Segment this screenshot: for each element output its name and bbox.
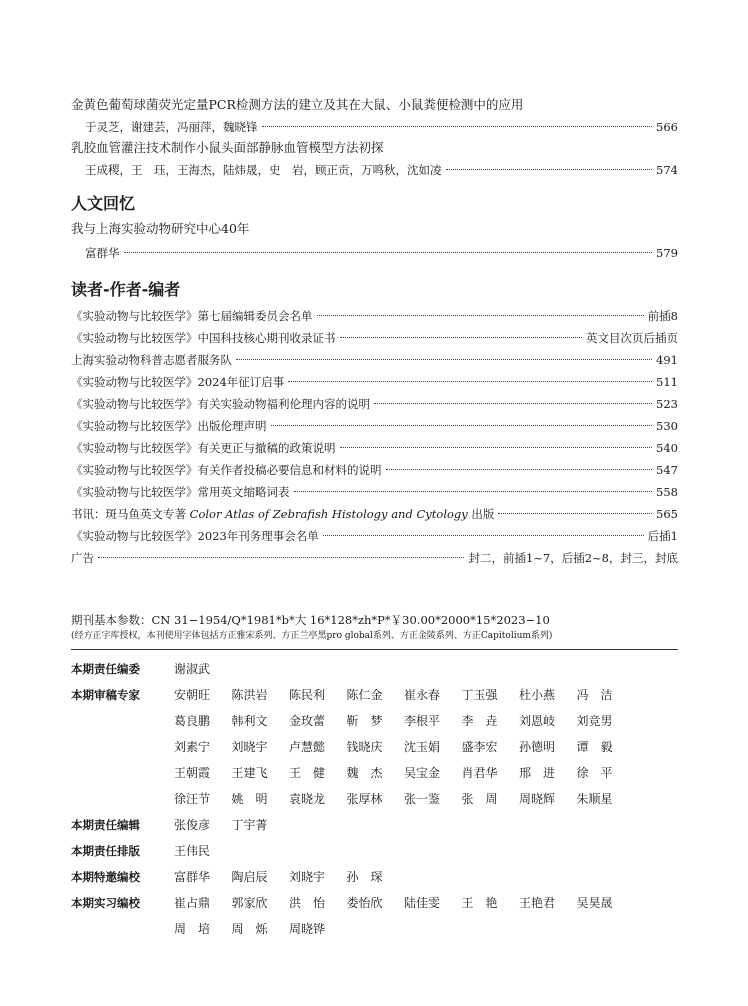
notice-list — [71, 305, 678, 569]
toc-entry[interactable] — [71, 139, 678, 181]
person-name: 丁玉强 — [461, 688, 498, 702]
credit-label: 本期特邀编校 — [71, 870, 140, 884]
person-name: 刘竞男 — [576, 714, 613, 728]
page-number: 511 — [656, 375, 678, 389]
dot-leader — [262, 126, 653, 127]
person-name: 金玫蕾 — [289, 714, 326, 728]
section-heading: 读者-作者-编者 — [71, 280, 181, 299]
author-names: 王成稷，王 珏，王海杰，陆炜晟，史 岩，顾正贡，万鸣秋，沈如凌 — [85, 163, 442, 177]
notice-item[interactable] — [71, 547, 678, 569]
credit-names — [174, 682, 634, 812]
person-name: 袁晓龙 — [289, 792, 326, 806]
author-line — [71, 116, 678, 138]
person-name: 富群华 — [174, 870, 211, 884]
person-name: 王 健 — [289, 766, 326, 780]
page-number: 英文目次页后插页 — [586, 331, 678, 345]
journal-parameters — [71, 612, 678, 650]
person-name: 韩利文 — [231, 714, 268, 728]
notice-title-suffix: 出版 — [467, 507, 495, 521]
person-name: 陈洪岩 — [231, 688, 268, 702]
person-name: 魏 杰 — [346, 766, 383, 780]
dot-leader — [288, 381, 652, 382]
person-name: 丁宇菁 — [231, 818, 268, 832]
person-name: 陈仁金 — [346, 688, 383, 702]
notice-title — [71, 503, 494, 525]
credit-row — [71, 890, 678, 942]
page-number: 566 — [656, 120, 678, 134]
dot-leader — [446, 169, 653, 170]
notice-title: 上海实验动物科普志愿者服务队 — [71, 353, 232, 367]
notice-title: 《实验动物与比较医学》常用英文缩略词表 — [71, 485, 290, 499]
notice-item[interactable] — [71, 349, 678, 371]
section-heading: 人文回忆 — [71, 194, 136, 213]
credit-names — [174, 864, 634, 890]
page-number: 558 — [656, 485, 678, 499]
person-name: 陈民利 — [289, 688, 326, 702]
toc-entry[interactable] — [71, 96, 678, 138]
notice-item[interactable] — [71, 327, 678, 349]
author-line — [71, 242, 678, 264]
notice-title: 《实验动物与比较医学》第七届编辑委员会名单 — [71, 309, 313, 323]
dot-leader — [294, 491, 653, 492]
notice-item[interactable] — [71, 393, 678, 415]
person-name: 陆佳雯 — [404, 896, 441, 910]
person-name: 王 艳 — [461, 896, 498, 910]
credit-label: 本期责任排版 — [71, 844, 140, 858]
person-name: 冯 洁 — [576, 688, 613, 702]
person-name: 王伟民 — [174, 844, 211, 858]
person-name: 卢慧懿 — [289, 740, 326, 754]
person-name: 刘晓宇 — [289, 870, 326, 884]
author-names: 富群华 — [85, 246, 120, 260]
author-line — [71, 159, 678, 181]
person-name: 洪 怡 — [289, 896, 326, 910]
page-number: 封二，前插1~7，后插2~8，封三，封底 — [468, 551, 678, 565]
person-name: 刘素宁 — [174, 740, 211, 754]
person-name: 安朝旺 — [174, 688, 211, 702]
page-number: 565 — [656, 507, 678, 521]
font-license-note: (经方正字库授权，本刊使用字体包括方正雅宋系列、方正兰亭黑pro global系列、方正金陵系列、方正Capitolium系列) — [71, 631, 553, 641]
toc-entry[interactable] — [71, 220, 678, 264]
credit-names — [174, 812, 634, 838]
person-name: 张 周 — [461, 792, 498, 806]
person-name: 周 烁 — [231, 922, 268, 936]
credit-label: 本期责任编辑 — [71, 818, 140, 832]
notice-title: 广告 — [71, 551, 94, 565]
person-name: 杜小燕 — [519, 688, 556, 702]
notice-item[interactable] — [71, 415, 678, 437]
notice-title: 《实验动物与比较医学》中国科技核心期刊收录证书 — [71, 331, 336, 345]
credit-row — [71, 812, 678, 838]
page-number: 前插8 — [647, 309, 678, 323]
person-name: 谭 毅 — [576, 740, 613, 754]
person-name: 王艳君 — [519, 896, 556, 910]
person-name: 沈玉娟 — [404, 740, 441, 754]
person-name: 邢 进 — [519, 766, 556, 780]
page-number: 547 — [656, 463, 678, 477]
person-name: 崔永春 — [404, 688, 441, 702]
notice-item[interactable] — [71, 503, 678, 525]
person-name: 钱晓庆 — [346, 740, 383, 754]
person-name: 葛良鹏 — [174, 714, 211, 728]
page-number: 579 — [656, 246, 678, 260]
person-name: 周晓辉 — [519, 792, 556, 806]
credit-label: 本期实习编校 — [71, 896, 140, 910]
notice-title-prefix: 书讯：斑马鱼英文专著 — [71, 507, 190, 521]
article-title[interactable]: 金黄色葡萄球菌荧光定量PCR检测方法的建立及其在大鼠、小鼠粪便检测中的应用 — [71, 97, 524, 112]
notice-item[interactable] — [71, 305, 678, 327]
person-name: 谢淑武 — [174, 662, 211, 676]
person-name: 朱顺星 — [576, 792, 613, 806]
credit-names — [174, 656, 634, 682]
notice-title: 《实验动物与比较医学》有关更正与撤稿的政策说明 — [71, 441, 336, 455]
person-name: 孙 琛 — [346, 870, 383, 884]
table-of-contents — [71, 96, 678, 569]
dot-leader — [271, 425, 653, 426]
page-number: 后插1 — [647, 529, 678, 543]
person-name: 王朝霞 — [174, 766, 211, 780]
person-name: 郭家欣 — [231, 896, 268, 910]
credit-row — [71, 656, 678, 682]
person-name: 张俊彦 — [174, 818, 211, 832]
person-name: 肖君华 — [461, 766, 498, 780]
book-title: Color Atlas of Zebrafish Histology and Cytology — [189, 507, 468, 521]
journal-parameters-line: 期刊基本参数：CN 31−1954/Q*1981*b*大 16*128*zh*P*￥30.00*2000*15*2023−10 — [71, 613, 550, 627]
person-name: 刘恩岐 — [519, 714, 556, 728]
credit-label: 本期责任编委 — [71, 662, 140, 676]
notice-item[interactable] — [71, 437, 678, 459]
person-name: 吴宝金 — [404, 766, 441, 780]
dot-leader — [340, 447, 653, 448]
page-number: 540 — [656, 441, 678, 455]
person-name: 孙德明 — [519, 740, 556, 754]
dot-leader — [374, 403, 652, 404]
notice-title: 《实验动物与比较医学》出版伦理声明 — [71, 419, 267, 433]
dot-leader — [323, 535, 644, 536]
dot-leader — [317, 315, 644, 316]
notice-title: 《实验动物与比较医学》有关实验动物福利伦理内容的说明 — [71, 397, 370, 411]
person-name: 靳 梦 — [346, 714, 383, 728]
person-name: 盛李宏 — [461, 740, 498, 754]
notice-title: 《实验动物与比较医学》2024年征订启事 — [71, 375, 285, 389]
person-name: 刘晓宇 — [231, 740, 268, 754]
notice-title: 《实验动物与比较医学》2023年刊务理事会名单 — [71, 529, 319, 543]
notice-title: 《实验动物与比较医学》有关作者投稿必要信息和材料的说明 — [71, 463, 382, 477]
dot-leader — [98, 557, 464, 558]
credit-row — [71, 682, 678, 812]
notice-item[interactable] — [71, 371, 678, 393]
person-name: 张厚林 — [346, 792, 383, 806]
person-name: 李根平 — [404, 714, 441, 728]
credit-names — [174, 838, 634, 864]
person-name: 徐汪节 — [174, 792, 211, 806]
notice-item[interactable] — [71, 459, 678, 481]
editorial-credits — [71, 656, 678, 942]
page-number: 574 — [656, 163, 678, 177]
article-title[interactable]: 我与上海实验动物研究中心40年 — [71, 221, 250, 236]
credit-row — [71, 864, 678, 890]
credit-row — [71, 838, 678, 864]
page-number: 530 — [656, 419, 678, 433]
person-name: 姚 明 — [231, 792, 268, 806]
person-name: 周晓铧 — [289, 922, 326, 936]
credit-label: 本期审稿专家 — [71, 688, 140, 702]
credit-names — [174, 890, 634, 942]
dot-leader — [386, 469, 653, 470]
divider — [71, 649, 678, 650]
person-name: 陶启辰 — [231, 870, 268, 884]
dot-leader — [124, 252, 653, 253]
person-name: 娄怡欣 — [346, 896, 383, 910]
person-name: 王建飞 — [231, 766, 268, 780]
person-name: 李 垚 — [461, 714, 498, 728]
notice-item[interactable] — [71, 481, 678, 503]
notice-item[interactable] — [71, 525, 678, 547]
page-number: 491 — [656, 353, 678, 367]
person-name: 吴昊晟 — [576, 896, 613, 910]
person-name: 徐 平 — [576, 766, 613, 780]
dot-leader — [498, 513, 652, 514]
person-name: 崔占鼎 — [174, 896, 211, 910]
author-names: 于灵芝，谢建芸，冯丽萍，魏晓锋 — [85, 120, 258, 134]
dot-leader — [236, 359, 652, 360]
page-number: 523 — [656, 397, 678, 411]
article-title[interactable]: 乳胶血管灌注技术制作小鼠头面部静脉血管模型方法初探 — [71, 140, 384, 155]
person-name: 周 培 — [174, 922, 211, 936]
person-name: 张一鉴 — [404, 792, 441, 806]
dot-leader — [340, 337, 583, 338]
